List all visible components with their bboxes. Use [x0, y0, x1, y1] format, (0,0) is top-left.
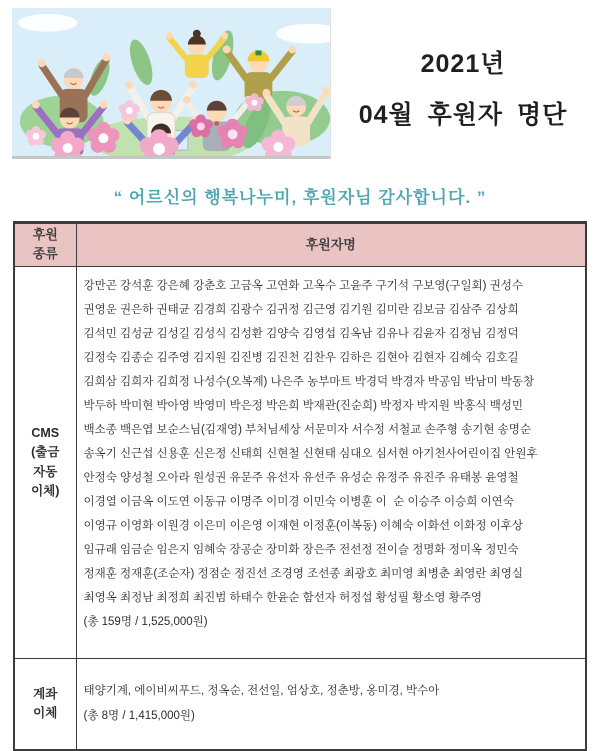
transfer-row	[14, 659, 586, 751]
name-line: 이영규 이영화 이원경 이은미 이은영 이재현 이정훈(이복동) 이혜숙 이화선 이화정 이후상	[83, 520, 524, 532]
table-header-row	[14, 223, 586, 267]
cms-label-line: 이체)	[31, 483, 60, 498]
name-line: 권영운 권은하 권태균 김경희 김광수 김귀정 김근영 김기원 김미란 김보금 김삼주 김상희	[83, 304, 519, 316]
transfer-total-line: (총 8명 / 1,415,000원)	[83, 710, 195, 722]
page-title-month: 04월 후원자 명단	[358, 101, 568, 129]
header-cell-donors: 후원자명	[76, 223, 586, 267]
cms-label-line: (출금	[31, 445, 60, 460]
transfer-name-line: 태양기계, 에이비씨푸드, 정옥순, 전선일, 엄상호, 정춘방, 옹미경, 박수아	[83, 685, 440, 697]
name-line: 김정숙 김종순 김주영 김지원 김진병 김진천 김찬우 김하은 김현아 김현자 김혜숙 김호길	[83, 352, 519, 364]
transfer-names-cell	[76, 659, 586, 751]
header-type-line2: 종류	[32, 246, 58, 261]
cms-names-cell	[76, 267, 586, 659]
cms-label-line: CMS	[31, 425, 60, 440]
name-line: 백소종 백은엽 보순스님(김재영) 부처님세상 서문미자 서수정 서철교 손주형 송기현 송명순	[83, 424, 531, 436]
name-line: 김희삼 김희자 김희정 나성수(오복계) 나은주 농부마트 박경덕 박경자 박공임 박남미 박동창	[83, 376, 535, 388]
cms-total-line: (총 159명 / 1,525,000원)	[83, 616, 208, 628]
name-line: 정재훈 정재훈(조순자) 정점순 정진선 조경영 조선종 최광호 최미영 최병춘 최영란 최영실	[83, 568, 524, 580]
header-type-line1: 후원	[32, 227, 58, 243]
name-line: 안정숙 양성철 오아라 원성권 유문주 유선자 유선주 유성순 유정주 유진주 유태봉 윤영철	[83, 472, 519, 484]
cms-label-line: 자동	[33, 464, 58, 479]
name-line: 김석민 김성균 김성길 김성식 김성환 김양숙 김영섭 김옥남 김유나 김윤자 김정님 김정덕	[83, 328, 519, 340]
name-line: 최영옥 최정남 최정희 최진범 하태수 한윤순 함선자 허정섭 황성필 황소영 황주영	[83, 592, 483, 604]
name-line: 송옥기 신근섭 신용훈 신은정 신태희 신현철 신현태 심대오 심서현 아기천사어린이집 안원후	[83, 448, 538, 460]
name-line: 임규래 임금순 임은지 임혜숙 장공순 장미화 장은주 전선정 전이슬 정명화 정미옥 정민숙	[83, 544, 519, 556]
page-title-year: 2021년	[420, 50, 506, 78]
page-title	[336, 44, 590, 131]
transfer-label-line: 이체	[33, 706, 58, 720]
thank-you-quote: “ 어르신의 행복나누미, 후원자님 감사합니다. ”	[113, 188, 487, 207]
name-line: 강만곤 강석훈 강은혜 강춘호 고금옥 고연화 고옥수 고윤주 구기석 구보영(구일회) 권성수	[83, 280, 524, 292]
transfer-label	[14, 659, 76, 751]
happy-people-flowers-art	[12, 8, 330, 156]
donors-illustration	[12, 8, 331, 159]
donor-table	[13, 221, 587, 751]
header-cell-type	[14, 223, 76, 267]
name-line: 이경열 이금옥 이도연 이동규 이명주 이미경 이민숙 이병훈 이 순 이승주 이승희 이연숙	[83, 496, 514, 508]
transfer-label-line: 계좌	[33, 686, 58, 701]
name-line: 박두하 박미현 박아영 박영미 박은정 박은희 박재관(진순희) 박정자 박지원 박홍식 백성민	[83, 400, 524, 412]
cms-row	[14, 267, 586, 659]
cms-label	[14, 267, 76, 659]
